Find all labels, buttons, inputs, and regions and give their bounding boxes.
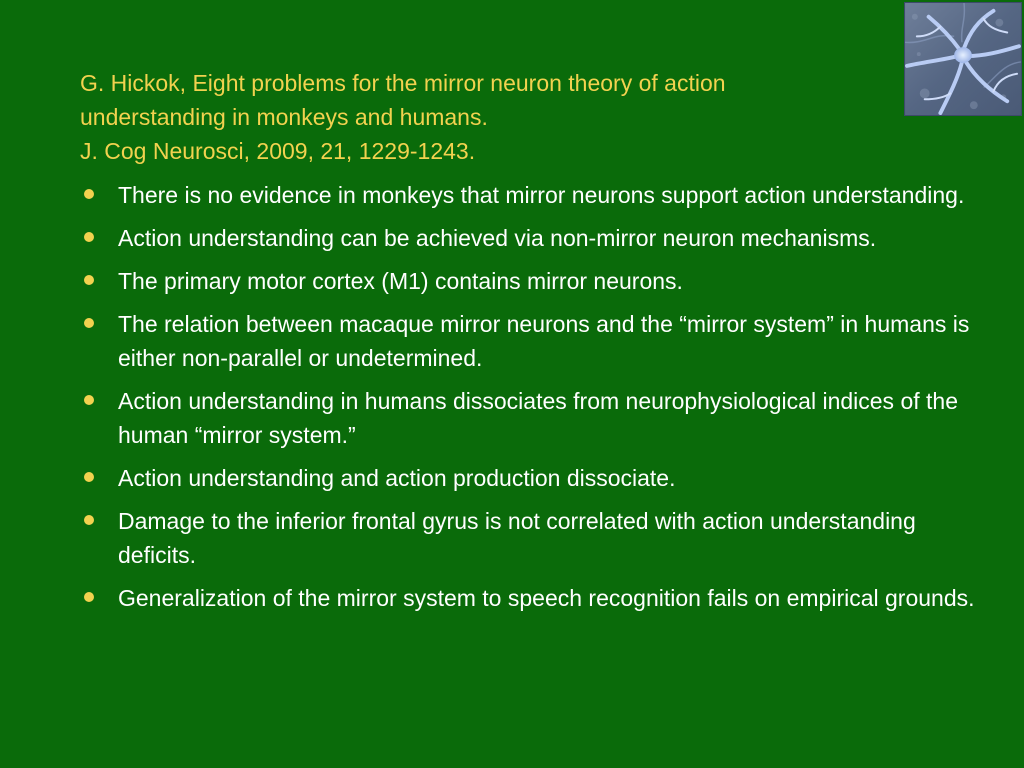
- bullet-item: [80, 221, 990, 255]
- citation-journal-line: J. Cog Neurosci, 2009, 21, 1229-1243.: [80, 138, 476, 164]
- bullet-marker-icon: [84, 395, 94, 405]
- bullet-marker-icon: [84, 472, 94, 482]
- bullet-text: The relation between macaque mirror neurons and the “mirror system” in humans is either non-parallel or undetermined.: [118, 311, 970, 371]
- bullet-item: [80, 461, 990, 495]
- bullet-marker-icon: [84, 232, 94, 242]
- bullet-text: The primary motor cortex (M1) contains mirror neurons.: [118, 268, 683, 294]
- bullet-marker-icon: [84, 318, 94, 328]
- bullet-list: [80, 178, 990, 624]
- bullet-marker-icon: [84, 592, 94, 602]
- citation-title-line-1: G. Hickok, Eight problems for the mirror neuron theory of action: [80, 70, 726, 96]
- citation: [80, 66, 880, 168]
- bullet-item: [80, 504, 990, 572]
- bullet-item: [80, 384, 990, 452]
- bullet-item: [80, 581, 990, 615]
- neuron-micrograph-icon: [904, 2, 1022, 116]
- bullet-text: There is no evidence in monkeys that mirror neurons support action understanding.: [118, 182, 965, 208]
- bullet-item: [80, 178, 990, 212]
- bullet-marker-icon: [84, 275, 94, 285]
- bullet-item: [80, 264, 990, 298]
- bullet-marker-icon: [84, 189, 94, 199]
- bullet-text: Action understanding and action production dissociate.: [118, 465, 676, 491]
- bullet-item: [80, 307, 990, 375]
- bullet-marker-icon: [84, 515, 94, 525]
- bullet-text: Action understanding can be achieved via non-mirror neuron mechanisms.: [118, 225, 877, 251]
- bullet-text: Action understanding in humans dissociates from neurophysiological indices of the human “mirror system.”: [118, 388, 958, 448]
- bullet-text: Damage to the inferior frontal gyrus is not correlated with action understanding deficits.: [118, 508, 916, 568]
- citation-title-line-2: understanding in monkeys and humans.: [80, 104, 488, 130]
- bullet-text: Generalization of the mirror system to speech recognition fails on empirical grounds.: [118, 585, 975, 611]
